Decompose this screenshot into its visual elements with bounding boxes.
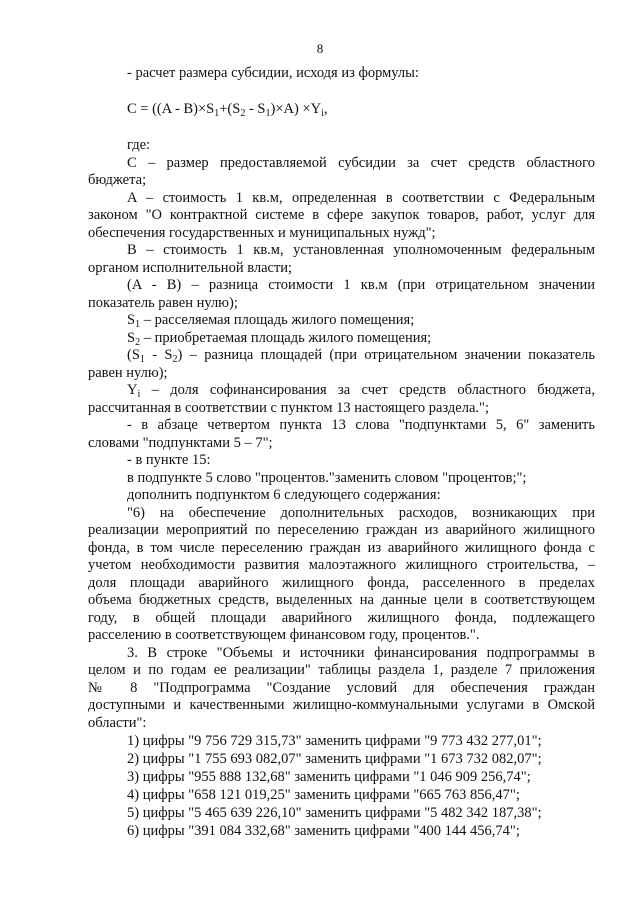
replacement-item: 6) цифры "391 084 332,68" заменить цифрами "400 144 456,74"; [127, 823, 520, 839]
point13-amendment-line: словами "подпунктами 5 – 7"; [88, 435, 273, 451]
point15-subitem6-intro: дополнить подпунктом 6 следующего содержания: [127, 487, 441, 503]
section3-line: 3. В строке "Объемы и источники финансирования подпрограммы в [127, 645, 595, 661]
c-definition-line: бюджета; [88, 172, 147, 188]
where-label: где: [127, 137, 151, 153]
replacement-item: 1) цифры "9 756 729 315,73" заменить цифрами "9 773 432 277,01"; [127, 733, 542, 749]
b-definition-line: органом исполнительной власти; [88, 260, 293, 276]
item6-line: реализации мероприятий по переселению граждан из аварийного жилищного [88, 522, 595, 538]
item6-line: доля площади аварийного жилищного фонда, расселенного в пределах [88, 575, 595, 591]
item6-line: объема бюджетных средств, выделенных на данные цели в соответствующем [88, 592, 595, 608]
point13-amendment-line: - в абзаце четвертом пункта 13 слова "подпунктами 5, 6" заменить [127, 417, 595, 433]
section3-line: целом и по годам ее реализации" таблицы раздела 1, разделе 7 приложения [88, 662, 595, 678]
section3-line: доступными и качественными жилищно-коммунальными услугами в Омской [88, 697, 595, 713]
c-definition-line: C – размер предоставляемой субсидии за счет средств областного [127, 155, 595, 171]
s2-definition: $S_2$ – приобретаемая площадь жилого помещения; [127, 330, 432, 348]
item6-line: учетом необходимости развития малоэтажного жилищного строительства, – [88, 557, 595, 573]
point15-subitem5: в подпункте 5 слово "процентов."заменить словом "процентов;"; [127, 470, 527, 486]
ab-definition-line: (A - B) – разница стоимости 1 кв.м (при отрицательном значении [127, 277, 595, 293]
a-definition-line: законом "О контрактной системе в сфере закупок товаров, работ, услуг для [88, 207, 595, 223]
section3-line: № 8 "Подпрограмма "Создание условий для обеспечения граждан [88, 680, 595, 696]
ab-definition-line: показатель равен нулю); [88, 295, 238, 311]
y-definition-line: рассчитанная в соответствии с пунктом 13 настоящего раздела."; [88, 400, 489, 416]
item6-line: "6) на обеспечение дополнительных расходов, возникающих при [127, 505, 595, 521]
page-number: 8 [316, 41, 324, 56]
s1-definition: $S_1$ – расселяемая площадь жилого помещения; [127, 312, 415, 330]
a-definition-line: A – стоимость 1 кв.м, определенная в соответствии с Федеральным [127, 190, 595, 206]
replacement-item: 3) цифры "955 888 132,68" заменить цифрами "1 046 909 256,74"; [127, 769, 531, 785]
replacement-item: 5) цифры "5 465 639 226,10" заменить цифрами "5 482 342 187,38"; [127, 805, 542, 821]
subsidy-formula: $C = ((A - B)\times S_1+(S_2 - S_1)\times A) \times Y_i$, [127, 101, 328, 119]
section3-line: области": [88, 715, 147, 731]
s12-definition-line: равен нулю); [88, 365, 168, 381]
replacement-item: 4) цифры "658 121 019,25" заменить цифрами "665 763 856,47"; [127, 787, 520, 803]
a-definition-line: обеспечения государственных и муниципальных нужд"; [88, 225, 436, 241]
b-definition-line: B – стоимость 1 кв.м, установленная уполномоченным федеральным [127, 242, 595, 258]
y-definition-line: $Y_i$ – доля софинансирования за счет средств областного бюджета, [127, 382, 595, 400]
item6-line: расселению в соответствующем финансовом году, процентов.". [88, 627, 480, 643]
formula-intro: - расчет размера субсидии, исходя из формулы: [127, 65, 419, 81]
item6-line: фонда, в том числе переселению граждан из аварийного жилищного фонда с [88, 540, 595, 556]
s12-definition-line: $(S_1 - S_2)$ – разница площадей (при отрицательном значении показатель [127, 347, 595, 365]
replacement-item: 2) цифры "1 755 693 082,07" заменить цифрами "1 673 732 082,07"; [127, 751, 542, 767]
item6-line: году, в общей площади аварийного жилищного фонда, подлежащего [88, 610, 595, 626]
point15-heading: - в пункте 15: [127, 452, 211, 468]
